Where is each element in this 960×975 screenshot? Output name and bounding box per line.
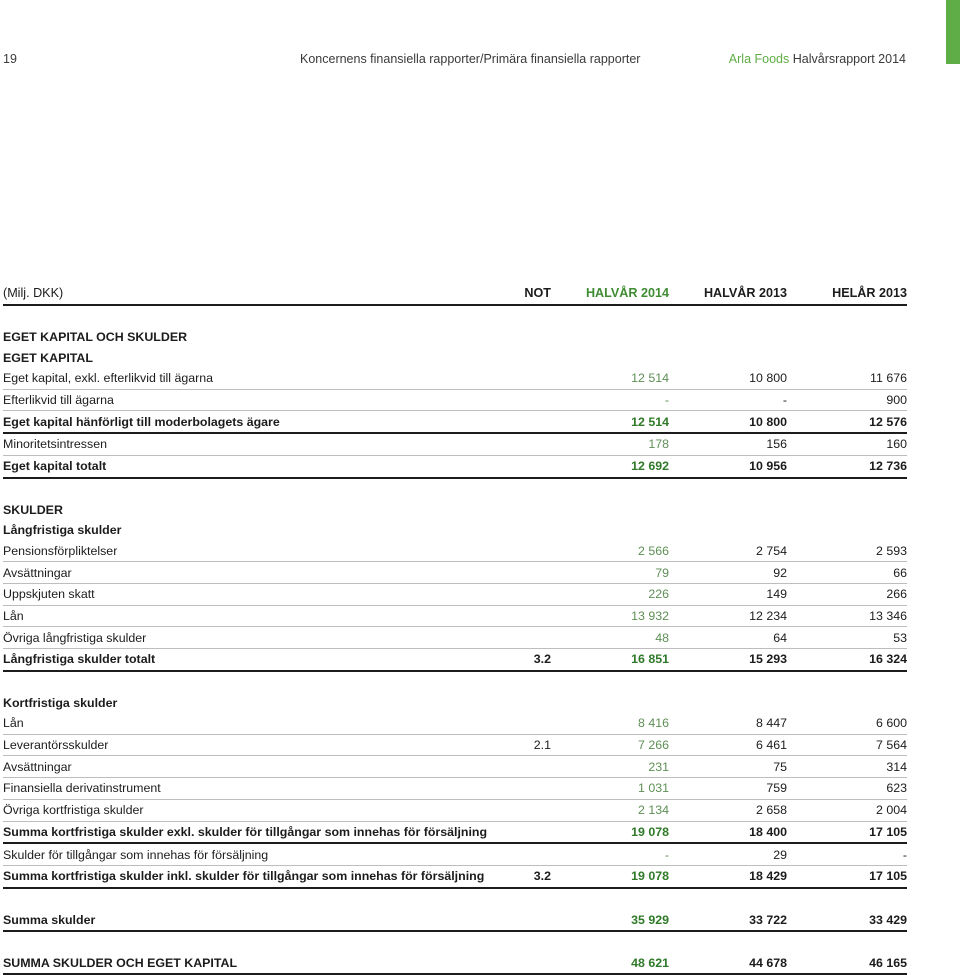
section-heading-row — [3, 347, 907, 368]
subsection-heading-row — [3, 520, 907, 541]
spacer-cell — [3, 888, 907, 910]
note-ref — [503, 433, 551, 455]
value-fy-2013: 33 429 — [787, 909, 907, 931]
table-body — [3, 305, 907, 974]
value-h1-2013: 12 234 — [669, 605, 787, 627]
note-ref — [503, 953, 551, 975]
value-fy-2013: 314 — [787, 756, 907, 778]
row-label: Minoritetsintressen — [3, 433, 503, 455]
value-h1-2014: 79 — [551, 562, 669, 584]
note-ref: 2.1 — [503, 734, 551, 756]
value-h1-2013: 759 — [669, 778, 787, 800]
value-fy-2013: 16 324 — [787, 649, 907, 671]
total-row — [3, 953, 907, 975]
row-label: Eget kapital, exkl. efterlikvid till ägarna — [3, 368, 503, 389]
value-fy-2013: - — [787, 843, 907, 865]
section-title: Koncernens finansiella rapporter/Primära finansiella rapporter — [300, 52, 641, 66]
value-fy-2013: 13 346 — [787, 605, 907, 627]
value-h1-2013: 44 678 — [669, 953, 787, 975]
row-label: Lån — [3, 605, 503, 627]
spacer-row — [3, 478, 907, 500]
value-h1-2014: 12 692 — [551, 455, 669, 477]
total-row — [3, 821, 907, 843]
value-h1-2013: 64 — [669, 627, 787, 649]
table-row — [3, 368, 907, 389]
value-h1-2014: 19 078 — [551, 821, 669, 843]
row-label: Övriga kortfristiga skulder — [3, 799, 503, 821]
value-h1-2013: 156 — [669, 433, 787, 455]
value-h1-2014: 16 851 — [551, 649, 669, 671]
value-h1-2014: - — [551, 389, 669, 411]
note-ref — [503, 756, 551, 778]
row-label: Eget kapital totalt — [3, 455, 503, 477]
brand-color-tab — [946, 0, 960, 64]
row-label: Pensionsförpliktelser — [3, 541, 503, 562]
subsection-heading-row — [3, 692, 907, 713]
row-label: Summa kortfristiga skulder exkl. skulder för tillgångar som innehas för försäljning — [3, 821, 503, 843]
value-fy-2013: 623 — [787, 778, 907, 800]
note-ref — [503, 627, 551, 649]
spacer-cell — [3, 305, 907, 327]
value-h1-2014: 226 — [551, 583, 669, 605]
note-ref — [503, 562, 551, 584]
row-label: Efterlikvid till ägarna — [3, 389, 503, 411]
value-h1-2013: 8 447 — [669, 713, 787, 734]
value-h1-2013: 18 400 — [669, 821, 787, 843]
value-h1-2013: 10 800 — [669, 411, 787, 433]
value-fy-2013: 7 564 — [787, 734, 907, 756]
value-fy-2013: 12 736 — [787, 455, 907, 477]
value-fy-2013: 66 — [787, 562, 907, 584]
row-label: Lån — [3, 713, 503, 734]
section-heading: EGET KAPITAL — [3, 350, 93, 365]
spacer-row — [3, 888, 907, 910]
spacer-row — [3, 671, 907, 693]
column-header-h1-2014: HALVÅR 2014 — [551, 282, 669, 305]
balance-sheet-table — [3, 282, 907, 975]
page-number: 19 — [3, 52, 17, 66]
value-h1-2014: 2 566 — [551, 541, 669, 562]
row-label: Avsättningar — [3, 756, 503, 778]
spacer-cell — [3, 671, 907, 693]
row-label: Leverantörsskulder — [3, 734, 503, 756]
note-ref — [503, 583, 551, 605]
note-ref: 3.2 — [503, 649, 551, 671]
note-ref — [503, 843, 551, 865]
table-row — [3, 433, 907, 455]
note-ref — [503, 368, 551, 389]
value-h1-2014: 178 — [551, 433, 669, 455]
total-row — [3, 411, 907, 433]
note-ref — [503, 778, 551, 800]
value-h1-2014: 48 621 — [551, 953, 669, 975]
section-heading: SKULDER — [3, 502, 63, 517]
section-heading-row — [3, 499, 907, 520]
value-fy-2013: 266 — [787, 583, 907, 605]
table-row — [3, 713, 907, 734]
section-heading: Kortfristiga skulder — [3, 695, 118, 710]
note-ref — [503, 605, 551, 627]
value-fy-2013: 12 576 — [787, 411, 907, 433]
note-ref — [503, 909, 551, 931]
row-label: Uppskjuten skatt — [3, 583, 503, 605]
value-h1-2014: - — [551, 843, 669, 865]
value-h1-2013: - — [669, 389, 787, 411]
value-h1-2013: 18 429 — [669, 865, 787, 887]
row-label: Skulder för tillgångar som innehas för försäljning — [3, 843, 503, 865]
table-row — [3, 734, 907, 756]
value-h1-2013: 2 754 — [669, 541, 787, 562]
total-row — [3, 649, 907, 671]
value-h1-2014: 12 514 — [551, 411, 669, 433]
spacer-cell — [3, 931, 907, 953]
value-fy-2013: 53 — [787, 627, 907, 649]
value-h1-2013: 2 658 — [669, 799, 787, 821]
value-h1-2014: 13 932 — [551, 605, 669, 627]
value-h1-2013: 33 722 — [669, 909, 787, 931]
value-h1-2013: 6 461 — [669, 734, 787, 756]
section-heading: Långfristiga skulder — [3, 523, 122, 538]
table-row — [3, 756, 907, 778]
total-row — [3, 865, 907, 887]
value-fy-2013: 6 600 — [787, 713, 907, 734]
value-h1-2014: 8 416 — [551, 713, 669, 734]
value-h1-2014: 35 929 — [551, 909, 669, 931]
row-label: Summa skulder — [3, 909, 503, 931]
value-fy-2013: 900 — [787, 389, 907, 411]
table-row — [3, 541, 907, 562]
value-h1-2013: 10 956 — [669, 455, 787, 477]
note-column-header: NOT — [503, 282, 551, 305]
row-label: Övriga långfristiga skulder — [3, 627, 503, 649]
value-h1-2014: 1 031 — [551, 778, 669, 800]
table-row — [3, 627, 907, 649]
value-h1-2014: 48 — [551, 627, 669, 649]
note-ref: 3.2 — [503, 865, 551, 887]
row-label: Finansiella derivatinstrument — [3, 778, 503, 800]
value-h1-2014: 7 266 — [551, 734, 669, 756]
table-row — [3, 389, 907, 411]
column-header-h1-2013: HALVÅR 2013 — [669, 282, 787, 305]
row-label: Eget kapital hänförligt till moderbolagets ägare — [3, 411, 503, 433]
value-h1-2013: 10 800 — [669, 368, 787, 389]
value-h1-2013: 15 293 — [669, 649, 787, 671]
note-ref — [503, 713, 551, 734]
unit-label: (Milj. DKK) — [3, 282, 503, 305]
value-h1-2014: 2 134 — [551, 799, 669, 821]
spacer-cell — [3, 478, 907, 500]
section-heading-row — [3, 327, 907, 348]
table-row — [3, 605, 907, 627]
value-fy-2013: 11 676 — [787, 368, 907, 389]
value-h1-2014: 231 — [551, 756, 669, 778]
row-label: Summa kortfristiga skulder inkl. skulder för tillgångar som innehas för försäljning — [3, 865, 503, 887]
value-fy-2013: 2 004 — [787, 799, 907, 821]
value-fy-2013: 17 105 — [787, 865, 907, 887]
section-heading: EGET KAPITAL OCH SKULDER — [3, 330, 188, 345]
table-header-row — [3, 282, 907, 305]
report-name: Halvårsrapport 2014 — [792, 52, 906, 66]
value-fy-2013: 46 165 — [787, 953, 907, 975]
note-ref — [503, 411, 551, 433]
note-ref — [503, 389, 551, 411]
spacer-row — [3, 931, 907, 953]
value-fy-2013: 17 105 — [787, 821, 907, 843]
value-fy-2013: 2 593 — [787, 541, 907, 562]
note-ref — [503, 821, 551, 843]
spacer-row — [3, 305, 907, 327]
total-row — [3, 455, 907, 477]
value-h1-2013: 75 — [669, 756, 787, 778]
value-h1-2014: 19 078 — [551, 865, 669, 887]
value-h1-2013: 29 — [669, 843, 787, 865]
table-row — [3, 583, 907, 605]
table-row — [3, 843, 907, 865]
report-title — [729, 52, 906, 66]
table-row — [3, 778, 907, 800]
note-ref — [503, 455, 551, 477]
total-row — [3, 909, 907, 931]
note-ref — [503, 541, 551, 562]
value-fy-2013: 160 — [787, 433, 907, 455]
brand-name: Arla Foods — [728, 52, 790, 66]
row-label: SUMMA SKULDER OCH EGET KAPITAL — [3, 953, 503, 975]
value-h1-2014: 12 514 — [551, 368, 669, 389]
row-label: Avsättningar — [3, 562, 503, 584]
table-row — [3, 562, 907, 584]
value-h1-2013: 149 — [669, 583, 787, 605]
value-h1-2013: 92 — [669, 562, 787, 584]
table-row — [3, 799, 907, 821]
note-ref — [503, 799, 551, 821]
row-label: Långfristiga skulder totalt — [3, 649, 503, 671]
column-header-fy-2013: HELÅR 2013 — [787, 282, 907, 305]
